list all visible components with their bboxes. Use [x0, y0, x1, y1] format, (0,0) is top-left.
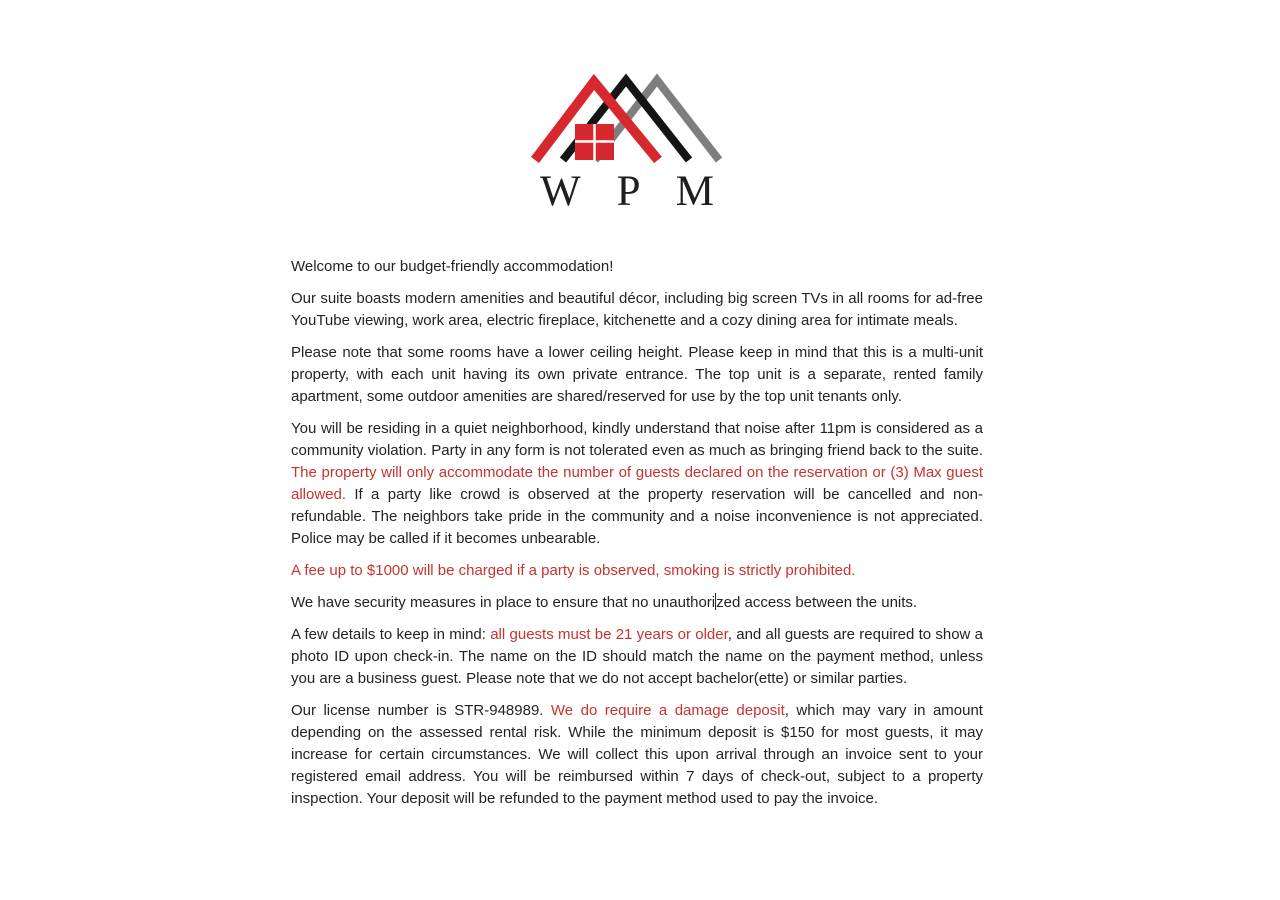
red-highlight-text: all guests must be 21 years or older	[490, 626, 728, 643]
body-text: Our suite boasts modern amenities and beautiful décor, including big screen TVs in all rooms for ad-free YouTube viewing, work area, electric fireplace, kitchenette and a cozy dining area for intimate meals.	[291, 290, 983, 329]
paragraph[interactable]	[291, 288, 983, 332]
red-highlight-text: We do require a damage deposit	[550, 702, 785, 719]
body-text: zed access between the units.	[716, 594, 918, 611]
body-text: A few details to keep in mind:	[291, 626, 491, 643]
body-text: You will be residing in a quiet neighborhood, kindly understand that noise after 11pm is considered as a community violation. Party in any form is not tolerated even as much as bringing friend back to the suite.	[291, 420, 983, 459]
red-highlight-text: The property will only accommodate the number of guests declared on the reservation or (3) Max guest allowed.	[291, 464, 983, 503]
paragraph[interactable]	[291, 592, 983, 614]
body-text: , and all guests are required to show a photo ID upon check-in. The name on the ID should match the name on the payment method, unless you are a business guest. Please note that we do not accept bachelor(ette) or similar parties.	[291, 626, 983, 687]
paragraph[interactable]	[291, 624, 983, 690]
red-highlight-text: A fee up to $1000 will be charged if a party is observed, smoking is strictly prohibited.	[291, 562, 856, 579]
body-text: , which may vary in amount depending on the assessed rental risk. While the minimum deposit is $150 for most guests, it may increase for certain circumstances. We will collect this upon arrival through an invoice sent to your registered email address. You will be reimbursed within 7 days of check-out, subject to a property inspection. Your deposit will be refunded to the payment method used to pay the invoice.	[291, 702, 983, 807]
paragraph[interactable]	[291, 342, 983, 408]
paragraph[interactable]	[291, 256, 983, 278]
body-text: If a party like crowd is observed at the property reservation will be cancelled and non-refundable. The neighbors take pride in the community and a noise inconvenience is not appreciated. Police may be called if it becomes unbearable.	[291, 486, 983, 547]
document-body[interactable]	[291, 256, 983, 810]
body-text: Please note that some rooms have a lower ceiling height. Please keep in mind that this is a multi-unit property, with each unit having its own private entrance. The top unit is a separate, rented family apartment, some outdoor amenities are shared/reserved for use by the top unit tenants only.	[291, 344, 983, 405]
logo-wordmark: W P M	[540, 168, 727, 215]
body-text: We have security measures in place to ensure that no unauthori	[291, 594, 716, 611]
paragraph[interactable]	[291, 560, 983, 582]
body-text: Our license number is STR-948989.	[291, 702, 551, 719]
company-logo	[527, 72, 727, 215]
roofs-logo-graphic	[531, 72, 723, 165]
paragraph[interactable]	[291, 418, 983, 550]
paragraph[interactable]	[291, 700, 983, 810]
body-text: Welcome to our budget-friendly accommodation!	[291, 258, 614, 275]
